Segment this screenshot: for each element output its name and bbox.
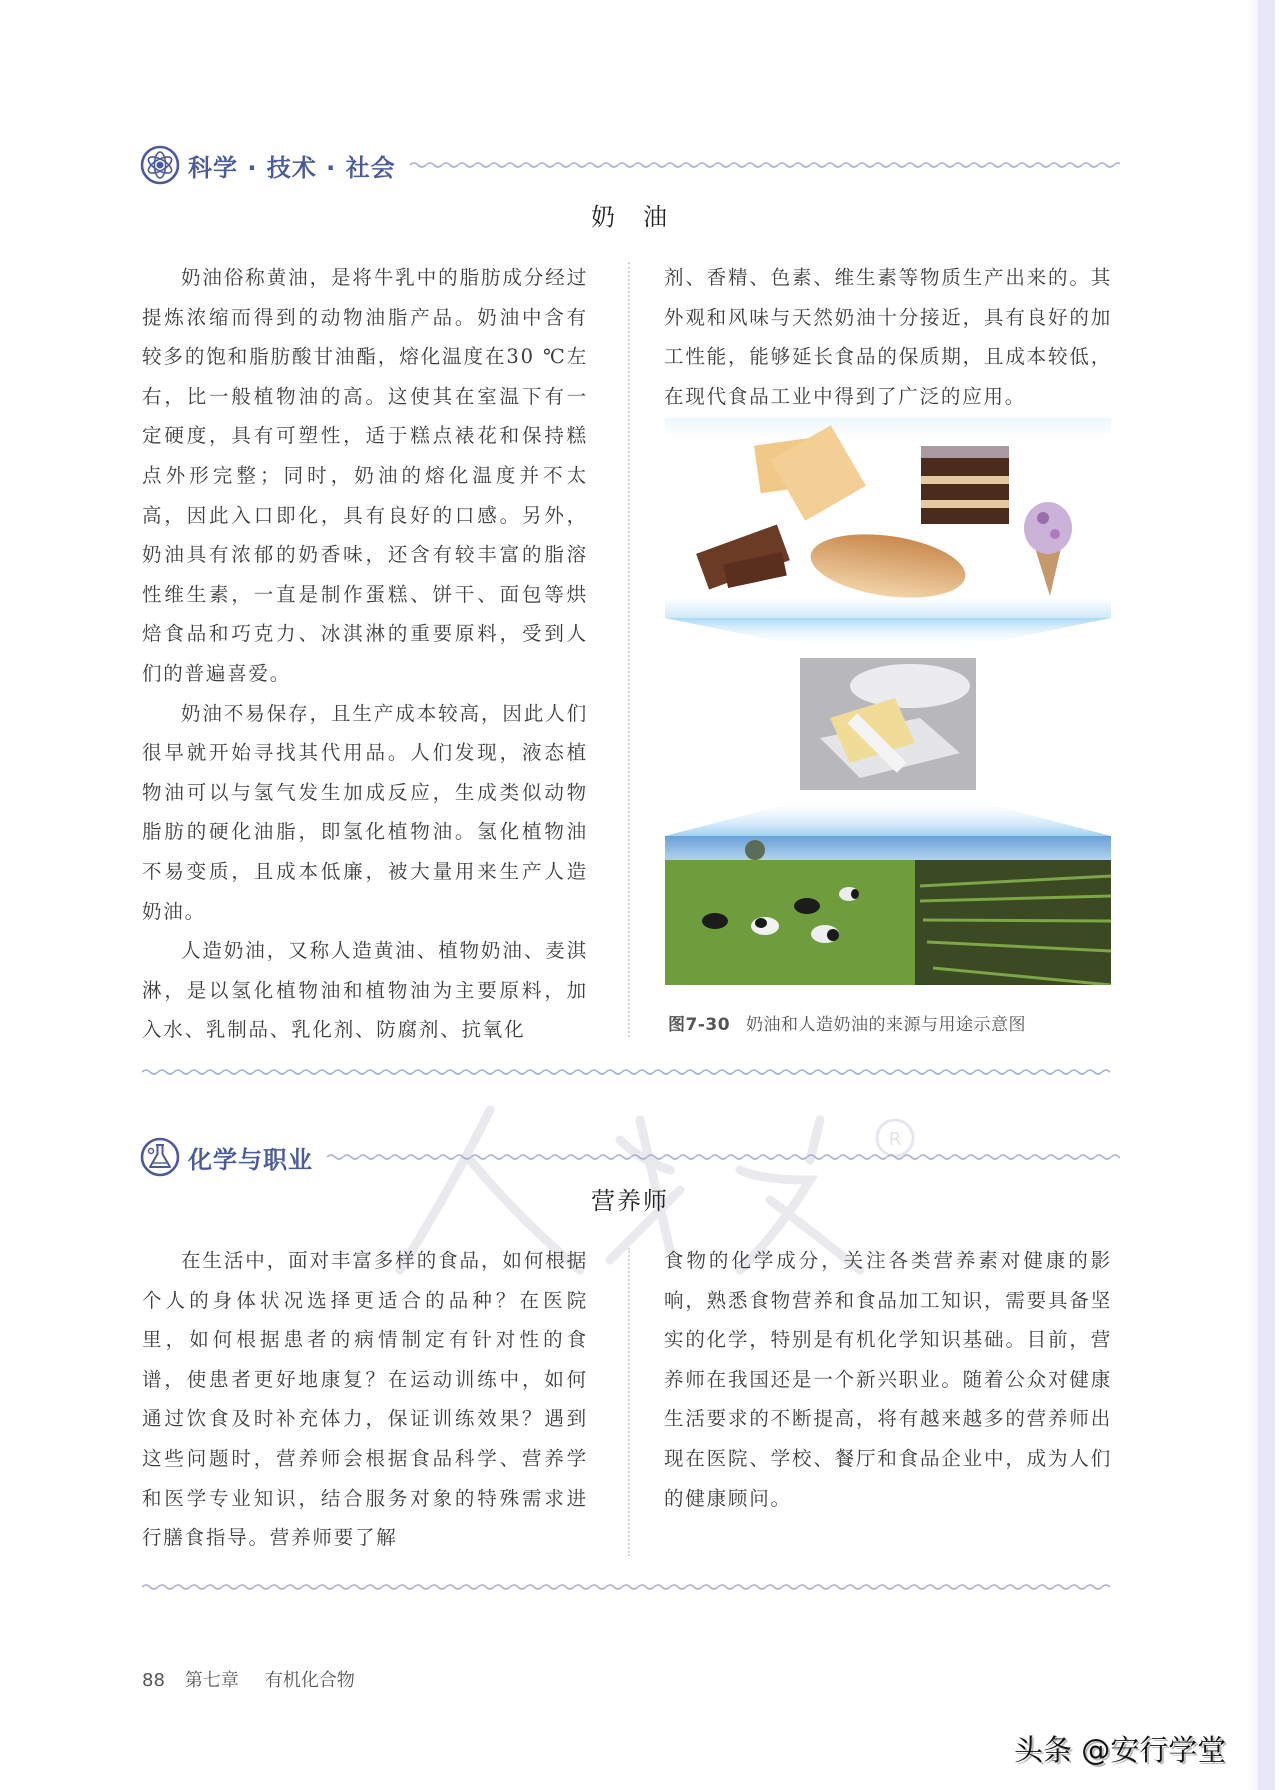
butter-dish-photo [800,658,976,790]
column-divider [628,1248,630,1556]
article-right-column [664,1241,1112,1518]
atom-icon [140,145,180,185]
figure-number: 图7-30 [668,1015,731,1035]
column-divider [628,262,630,1037]
wavy-rule [327,1152,1120,1162]
figure-caption [668,1010,1026,1035]
paragraph: 人造奶油，又称人造黄油、植物奶油、麦淇淋，是以氢化植物油和植物油为主要原料，加入水、乳制品、乳化剂、防腐剂、抗氧化 [142,939,588,1042]
chapter-title: 有机化合物 [264,1670,355,1691]
page-edge-band [1258,0,1275,1790]
paragraph: 食物的化学成分，关注各类营养素对健康的影响，熟悉食物营养和食品加工知识，需要具备坚实的化学，特别是有机化学知识基础。目前，营养师在我国还是一个新兴职业。随着公众对健康生活要求的不断提高，将有越来越多的营养师出现在医院、学校、餐厅和食品企业中，成为人们的健康顾问。 [664,1249,1112,1510]
source-attribution: 头条 @安行学堂 [1014,1733,1227,1767]
paragraph: 在生活中，面对丰富多样的食品，如何根据个人的身体状况选择更适合的品种？在医院里，如何根据患者的病情制定有针对性的食谱，使患者更好地康复？在运动训练中，如何通过饮食及时补充体力，保证训练效果？遇到这些问题时，营养师会根据食品科学、营养学和医学专业知识，结合服务对象的特殊需求进行膳食指导。营养师要了解 [142,1249,588,1550]
paragraph: 剂、香精、色素、维生素等物质生产出来的。其外观和风味与天然奶油十分接近，具有良好的加工性能，能够延长食品的保质期，且成本较低，在现代食品工业中得到了广泛的应用。 [664,266,1112,408]
figure-caption-text: 奶油和人造奶油的来源与用途示意图 [746,1015,1027,1035]
section-end-wavy-rule [142,1582,1110,1592]
arrow-band [665,798,1111,836]
page-number: 88 [142,1670,165,1691]
page-edge-shadow [1248,0,1258,1790]
svg-text:R: R [888,1129,902,1150]
article-title: 奶 油 [591,203,669,231]
baked-goods-photo [665,418,1111,618]
chapter-number: 第七章 [184,1670,239,1691]
figure-7-30 [665,418,1111,985]
article-right-column [664,258,1112,416]
flask-icon [140,1137,180,1177]
section-header-science-technology-society [140,143,1120,187]
page-footer [142,1666,355,1692]
paragraph: 奶油俗称黄油，是将牛乳中的脂肪成分经过提炼浓缩而得到的动物油脂产品。奶油中含有较多的饱和脂肪酸甘油酯，熔化温度在30 ℃左右，比一般植物油的高。这使其在室温下有一定硬度，具有可塑性，适于糕点裱花和保持糕点外形完整；同时，奶油的熔化温度并不太高，因此入口即化，具有良好的口感。另外，奶油具有浓郁的奶香味，还含有较丰富的脂溶性维生素，一直是制作蛋糕、饼干、面包等烘焙食品和巧克力、冰淇淋的重要原料，受到人们的普遍喜爱。 [142,266,588,685]
article-title: 营养师 [591,1187,669,1215]
article-left-column [142,258,588,1050]
wavy-rule [410,160,1120,170]
section-label: 科学 · 技术 · 社会 [188,153,396,182]
section-label: 化学与职业 [188,1145,313,1174]
arrow-band [665,618,1111,650]
farmland-photo [665,836,1111,985]
section-end-wavy-rule [142,1067,1110,1077]
article-left-column [142,1241,588,1558]
paragraph: 奶油不易保存，且生产成本较高，因此人们很早就开始寻找其代用品。人们发现，液态植物油可以与氢气发生加成反应，生成类似动物脂肪的硬化油脂，即氢化植物油。氢化植物油不易变质，且成本低廉，被大量用来生产人造奶油。 [142,701,588,923]
section-header-chemistry-and-careers [140,1135,1120,1179]
layer-cake [921,446,1009,524]
